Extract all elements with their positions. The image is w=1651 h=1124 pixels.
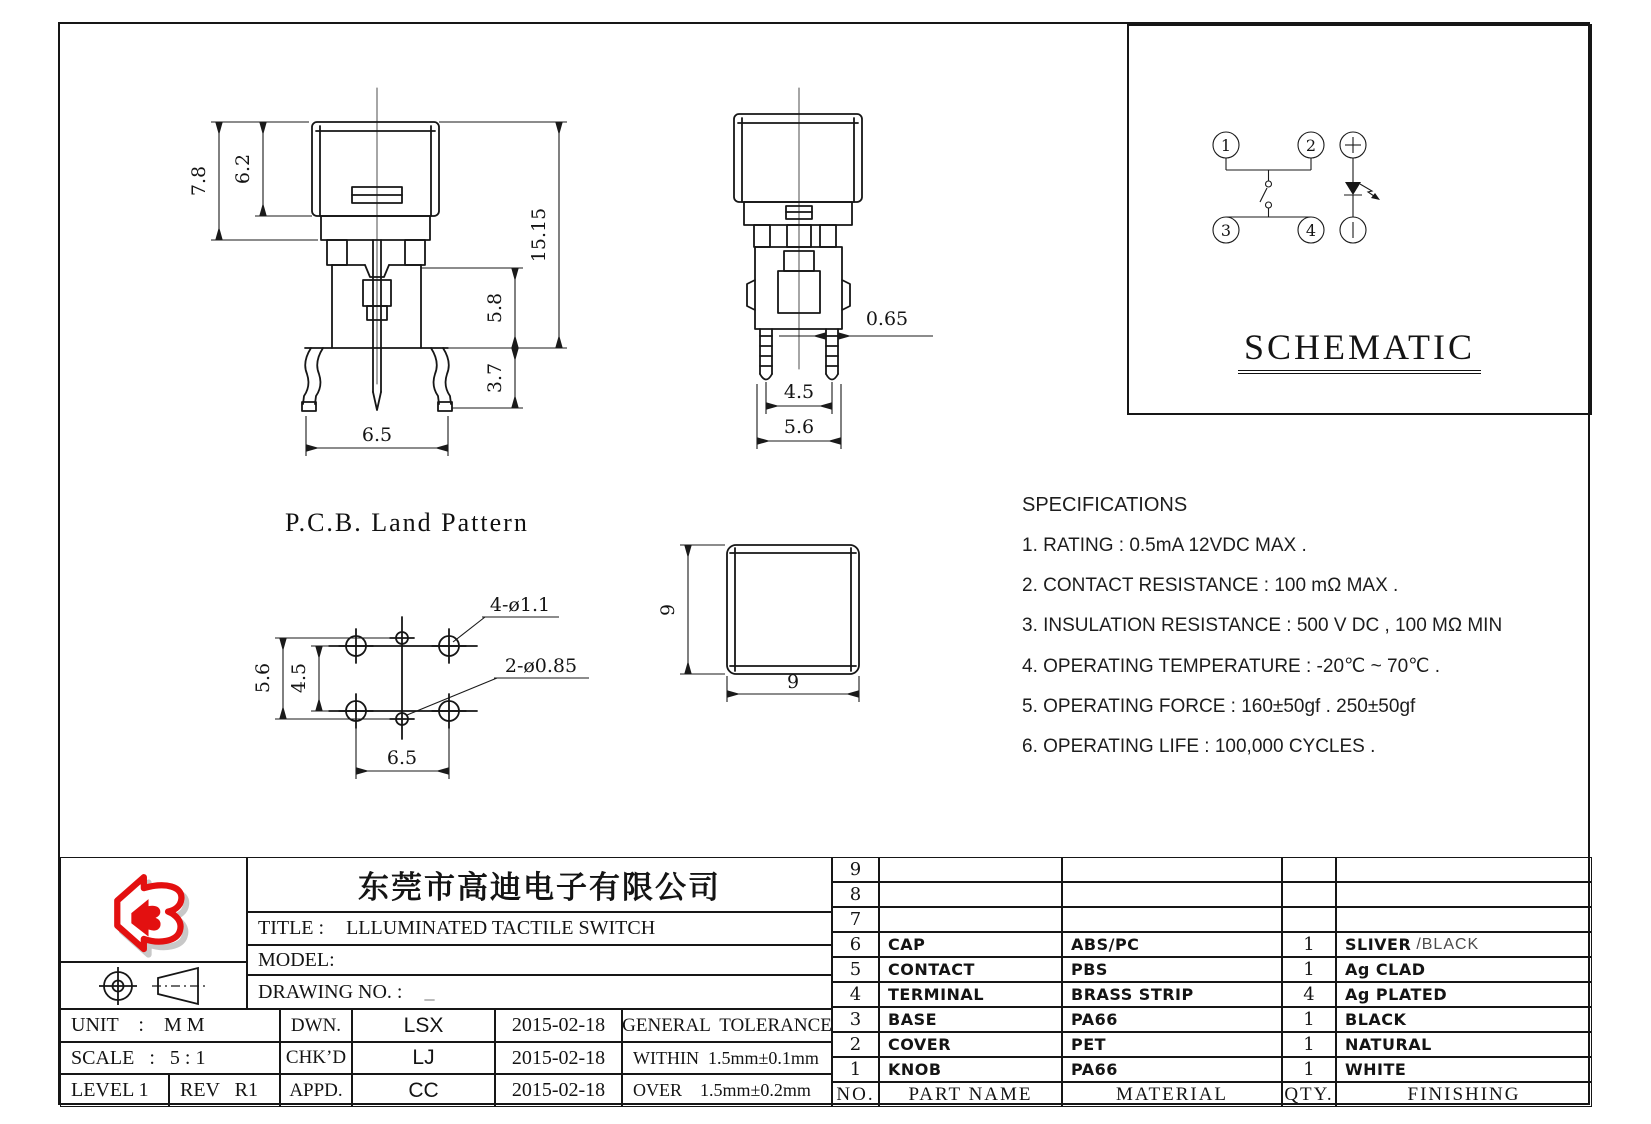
top-view-drawing <box>622 480 882 750</box>
dim-5-8: 5.8 <box>484 292 506 324</box>
front-view-drawing <box>115 84 585 484</box>
part-finishing: BLACK <box>1336 1007 1592 1032</box>
part-material: PBS <box>1062 957 1282 982</box>
part-no: 2 <box>832 1032 879 1057</box>
title-value: LLLUMINATED TACTILE SWITCH <box>346 917 656 939</box>
part-name: BASE <box>879 1007 1062 1032</box>
tolerance-within-cell: WITHIN 1.5mm±0.1mm <box>622 1042 832 1074</box>
front-left-leg <box>302 348 323 411</box>
dwn-date-cell: 2015-02-18 <box>495 1009 622 1042</box>
rev-cell: REV R1 <box>169 1074 280 1107</box>
front-view-dimensions <box>211 122 567 456</box>
pcb-land-pattern-drawing <box>177 487 617 817</box>
spec-item: 1. RATING : 0.5mA 12VDC MAX . <box>1022 535 1307 556</box>
pin-4: 4 <box>1305 221 1317 240</box>
company-logo <box>79 860 229 960</box>
schematic-circuit <box>1129 34 1594 334</box>
specifications-heading: SPECIFICATIONS <box>1022 494 1188 516</box>
part-name: COVER <box>879 1032 1062 1057</box>
part-finishing: Ag CLAD <box>1336 957 1592 982</box>
part-name <box>879 907 1062 932</box>
part-finishing <box>1336 882 1592 907</box>
part-qty: 1 <box>1282 1057 1336 1082</box>
part-name: TERMINAL <box>879 982 1062 1007</box>
part-no: 6 <box>832 932 879 957</box>
part-name: CONTACT <box>879 957 1062 982</box>
dwn-label-cell: DWN. <box>280 1009 352 1042</box>
pcb-holes <box>329 617 477 739</box>
specifications-block <box>1022 494 1588 758</box>
part-qty: 1 <box>1282 1007 1336 1032</box>
part-material: PET <box>1062 1032 1282 1057</box>
part-name <box>879 882 1062 907</box>
spec-item: 6. OPERATING LIFE : 100,000 CYCLES . <box>1022 736 1376 757</box>
top-dim-9-v: 9 <box>657 603 679 617</box>
pcb-pattern-title: P.C.B. Land Pattern <box>285 508 529 537</box>
pin-3: 3 <box>1220 221 1232 240</box>
part-finishing <box>1336 857 1592 882</box>
part-no: 4 <box>832 982 879 1007</box>
drawing-no-row <box>247 975 832 1009</box>
side-left-leg <box>760 329 772 380</box>
header-no: NO. <box>832 1082 879 1107</box>
pcb-leaders <box>275 617 589 779</box>
part-finishing-extra: /BLACK <box>1416 935 1480 953</box>
spec-item: 4. OPERATING TEMPERATURE : -20℃ ~ 70℃ . <box>1022 656 1441 677</box>
pin-1: 1 <box>1220 136 1232 155</box>
pcb-dim-6-5: 6.5 <box>386 747 418 769</box>
dim-0-65: 0.65 <box>865 308 909 330</box>
chkd-value-cell: LJ <box>352 1042 495 1074</box>
part-qty <box>1282 882 1336 907</box>
part-finishing <box>1336 907 1592 932</box>
dim-5-6: 5.6 <box>783 416 815 438</box>
appd-label-cell: APPD. <box>280 1074 352 1107</box>
dim-7-8: 7.8 <box>188 165 210 197</box>
part-material: ABS/PC <box>1062 932 1282 957</box>
switch-lever <box>1260 188 1267 202</box>
drawing-no-label: DRAWING NO. : <box>258 980 403 1003</box>
label-4-holes: 4-ø1.1 <box>489 594 551 616</box>
part-name: CAP <box>879 932 1062 957</box>
model-label: MODEL: <box>258 948 335 971</box>
part-material: PA66 <box>1062 1057 1282 1082</box>
part-qty: 4 <box>1282 982 1336 1007</box>
title-row <box>247 912 832 945</box>
part-material <box>1062 857 1282 882</box>
part-no: 3 <box>832 1007 879 1032</box>
model-row <box>247 945 832 975</box>
front-view-body <box>302 88 452 411</box>
part-finishing: WHITE <box>1336 1057 1592 1082</box>
part-qty: 1 <box>1282 957 1336 982</box>
chkd-label-cell: CHK’D <box>280 1042 352 1074</box>
corner-hole <box>432 629 466 663</box>
unit-cell: UNIT : M M <box>60 1009 280 1042</box>
top-dim-9-h: 9 <box>786 671 800 693</box>
part-no: 8 <box>832 882 879 907</box>
projection-symbols <box>94 963 214 1009</box>
led-icon <box>1345 182 1361 195</box>
switch-contact-fixed <box>1266 181 1272 187</box>
drawing-no-value: _ <box>424 980 435 1003</box>
header-material: MATERIAL <box>1062 1082 1282 1107</box>
spec-item: 5. OPERATING FORCE : 160±50gf . 250±50gf <box>1022 696 1416 717</box>
part-no: 5 <box>832 957 879 982</box>
header-qty: QTY. <box>1282 1082 1336 1107</box>
switch-contact-moving <box>1266 202 1272 208</box>
dim-3-7: 3.7 <box>484 362 506 394</box>
part-material <box>1062 907 1282 932</box>
tolerance-over-cell: OVER 1.5mm±0.2mm <box>622 1074 832 1107</box>
part-name <box>879 857 1062 882</box>
pin-2: 2 <box>1305 136 1317 155</box>
label-2-holes: 2-ø0.85 <box>504 655 578 677</box>
header-part-name: PART NAME <box>879 1082 1062 1107</box>
dim-6-2: 6.2 <box>232 153 254 185</box>
header-finishing: FINISHING <box>1336 1082 1592 1107</box>
dim-4-5: 4.5 <box>783 381 815 403</box>
part-no: 9 <box>832 857 879 882</box>
part-qty: 1 <box>1282 932 1336 957</box>
dwn-value-cell: LSX <box>352 1009 495 1042</box>
pcb-dim-4-5: 4.5 <box>288 662 310 694</box>
pcb-dim-5-6: 5.6 <box>252 662 274 694</box>
part-material: PA66 <box>1062 1007 1282 1032</box>
schematic-panel <box>1127 24 1592 415</box>
spec-item: 2. CONTACT RESISTANCE : 100 mΩ MAX . <box>1022 575 1399 596</box>
side-view-drawing <box>615 84 945 484</box>
projection-symbols-cell <box>60 962 247 1009</box>
part-qty: 1 <box>1282 1032 1336 1057</box>
part-name: KNOB <box>879 1057 1062 1082</box>
part-qty <box>1282 907 1336 932</box>
schematic-title: SCHEMATIC <box>1238 327 1481 374</box>
spec-item: 3. INSULATION RESISTANCE : 500 V DC , 100 MΩ MIN <box>1022 615 1503 636</box>
company-name: 东莞市高迪电子有限公司 <box>247 857 832 912</box>
part-material: BRASS STRIP <box>1062 982 1282 1007</box>
part-no: 7 <box>832 907 879 932</box>
title-label: TITLE : <box>258 917 325 939</box>
dim-15-15: 15.15 <box>528 207 550 263</box>
top-view-cap <box>727 545 859 674</box>
front-right-leg <box>431 348 452 411</box>
chkd-date-cell: 2015-02-18 <box>495 1042 622 1074</box>
tolerance-general-cell: GENERAL TOLERANCE <box>622 1009 832 1042</box>
part-finishing: NATURAL <box>1336 1032 1592 1057</box>
part-finishing: Ag PLATED <box>1336 982 1592 1007</box>
part-qty <box>1282 857 1336 882</box>
level-cell: LEVEL 1 <box>60 1074 169 1107</box>
side-right-leg <box>826 329 838 380</box>
part-material <box>1062 882 1282 907</box>
part-finishing: SLIVER /BLACK <box>1336 932 1592 957</box>
top-view-dimensions <box>680 545 859 702</box>
scale-cell: SCALE : 5 : 1 <box>60 1042 280 1074</box>
dim-6-5: 6.5 <box>361 424 393 446</box>
appd-date-cell: 2015-02-18 <box>495 1074 622 1107</box>
appd-value-cell: CC <box>352 1074 495 1107</box>
part-no: 1 <box>832 1057 879 1082</box>
logo-cell <box>60 857 247 962</box>
corner-hole <box>432 694 466 728</box>
drawing-sheet-border <box>58 22 1590 1105</box>
